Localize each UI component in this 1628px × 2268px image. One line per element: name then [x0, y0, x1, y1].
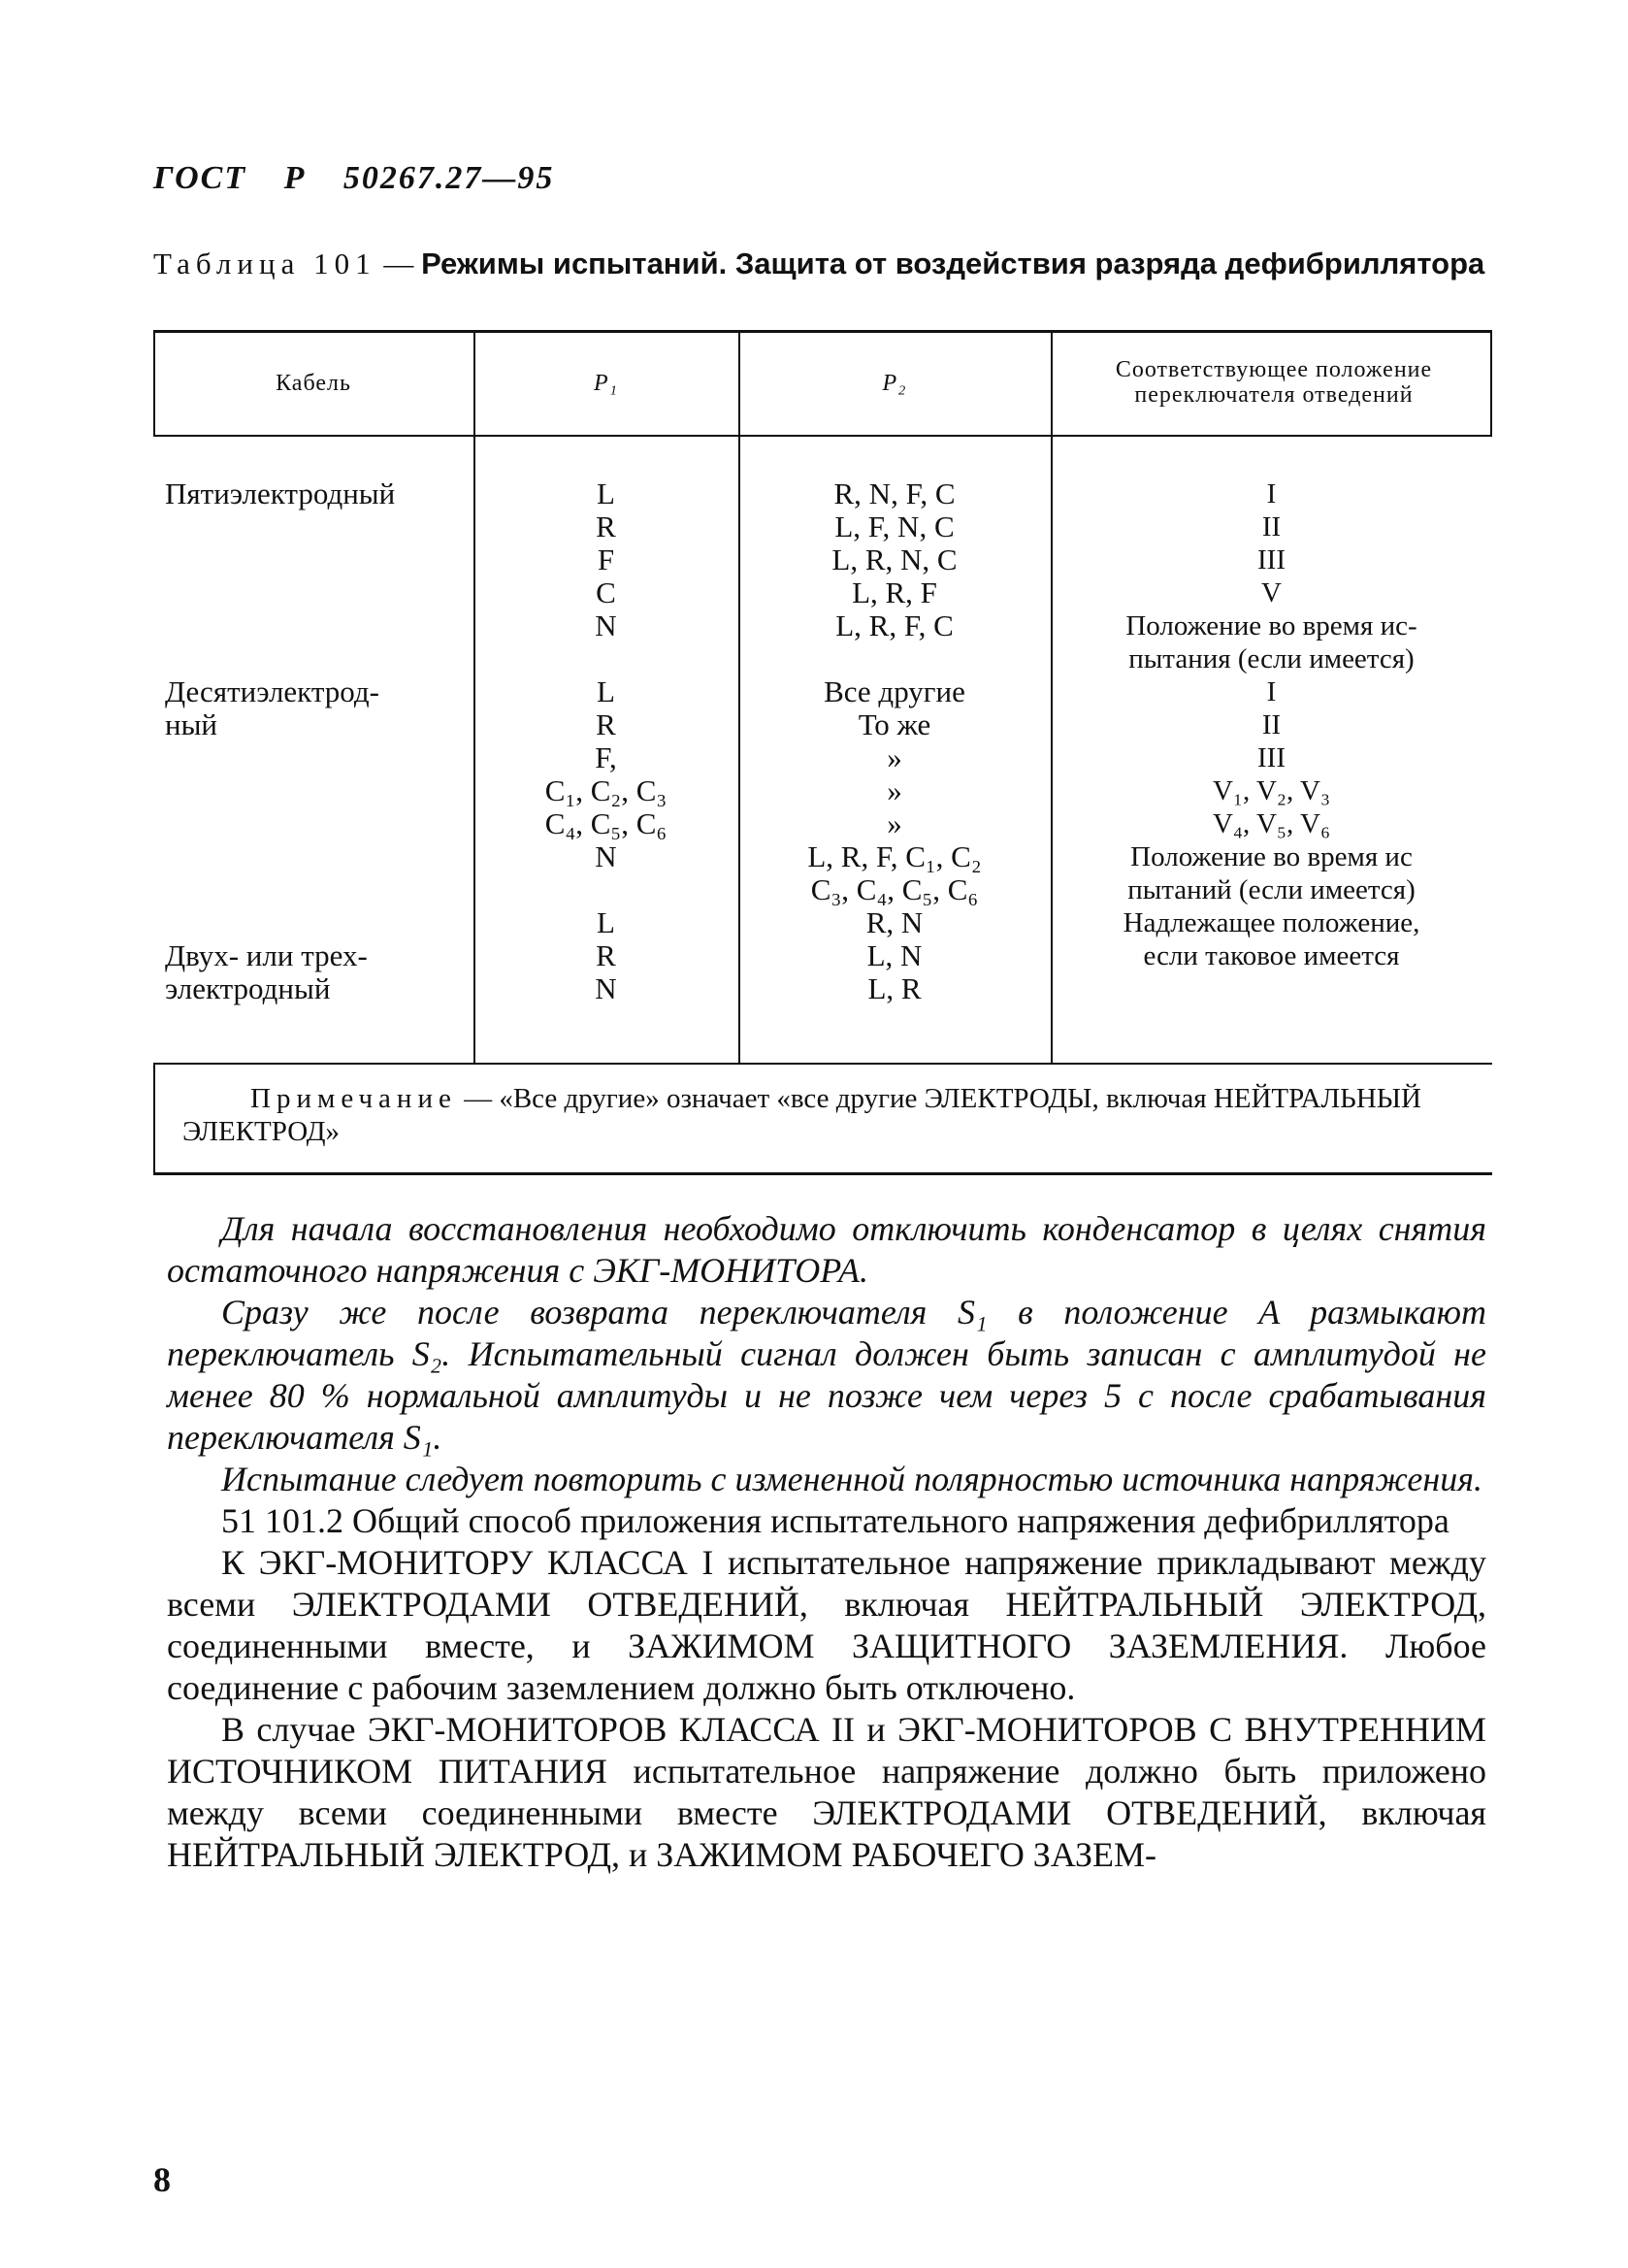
p1-cell: [473, 873, 738, 906]
table-note: [182, 1082, 1482, 1148]
table-title: Режимы испытаний. Защита от воздействия разряда дефибриллятора: [421, 247, 1485, 280]
p2-cell: L, R: [867, 971, 922, 1005]
p1-cell: L: [597, 674, 615, 708]
paragraph: Для начала восстановления необходимо отключить конденсатор в целях снятия остаточного напряжения с ЭКГ-МОНИТОРА.: [167, 1209, 1486, 1290]
p1-cell: R: [596, 707, 616, 741]
p2-cell: »: [887, 806, 902, 840]
p1-cell: L: [597, 477, 615, 510]
col-header-p1: P₁: [593, 371, 618, 396]
p2-cell: L, N: [866, 938, 923, 972]
paragraph: Испытание следует повторить с измененной полярностью источника напряжения.: [221, 1460, 1483, 1498]
paragraph: В случае ЭКГ-МОНИТОРОВ КЛАССА II и ЭКГ-МОНИТОРОВ С ВНУТРЕННИМ ИСТОЧНИКОМ ПИТАНИЯ испытательное напряжение должно быть приложено между всеми соединенными вместе ЭЛЕКТРОДАМИ ОТВЕДЕНИЙ, включая НЕЙТРАЛЬНЫЙ ЭЛЕКТРОД, и ЗАЖИМОМ РАБОЧЕГО ЗАЗЕМ-: [167, 1710, 1486, 1874]
table-label: Таблица 101: [153, 247, 376, 280]
cable-column: [165, 477, 473, 1005]
cable-cell: [165, 741, 473, 774]
p1-cell: C: [596, 575, 616, 609]
cable-cell: электродный: [165, 971, 331, 1005]
position-cell: I: [1266, 478, 1277, 509]
p1-cell: [473, 642, 738, 675]
col-header-position: Соответствующее положение переключателя отведений: [1115, 357, 1433, 408]
position-cell: Положение во время ис-: [1125, 610, 1417, 641]
p2-cell: »: [887, 740, 902, 774]
note-border-left: [153, 1063, 155, 1172]
p1-cell: F,: [595, 740, 617, 774]
cable-cell: Десятиэлектрод-: [165, 674, 379, 708]
cable-cell: [165, 807, 473, 840]
p1-cell: R: [596, 509, 616, 543]
position-column: [1051, 477, 1492, 1005]
p1-column: [473, 477, 738, 1005]
p2-cell: R, N: [865, 905, 924, 939]
section-heading: 51 101.2 Общий способ приложения испытательного напряжения дефибриллятора: [221, 1501, 1449, 1540]
p1-cell: N: [595, 608, 617, 642]
position-cell: II: [1261, 709, 1282, 740]
cable-cell: [165, 774, 473, 807]
note-label: Примечание: [250, 1083, 457, 1114]
cable-cell: [165, 576, 473, 609]
p1-cell: C₁, C₂, C₃: [544, 773, 667, 807]
p2-cell: L, F, N, C: [834, 509, 955, 543]
standard-number: 50267.27—95: [342, 160, 555, 196]
cable-cell: [165, 510, 473, 543]
position-cell: [1051, 972, 1492, 1005]
standard-label: ГОСТ: [153, 160, 247, 196]
position-cell: I: [1266, 676, 1277, 707]
table-caption: [153, 247, 1492, 280]
test-modes-table: [153, 330, 1492, 1174]
p2-cell: [738, 642, 1051, 675]
p1-cell: C₄, C₅, C₆: [544, 806, 667, 840]
p2-cell: Все другие: [824, 674, 965, 708]
page-number: 8: [153, 2160, 171, 2199]
p2-cell: L, R, N, C: [831, 542, 958, 576]
cable-cell: [165, 642, 473, 675]
p2-column: [738, 477, 1051, 1005]
p2-cell: C₃, C₄, C₅, C₆: [810, 872, 979, 906]
cable-cell: [165, 609, 473, 642]
cable-cell: ный: [165, 707, 218, 741]
position-cell: Надлежащее положение,: [1123, 907, 1420, 938]
note-text: — «Все другие» означает «все другие ЭЛЕКТРОДЫ, включая НЕЙТРАЛЬНЫЙ ЭЛЕКТРОД»: [182, 1083, 1421, 1147]
position-cell: если таковое имеется: [1143, 940, 1400, 971]
cable-cell: [165, 873, 473, 906]
p2-cell: То же: [858, 707, 931, 741]
cable-cell: Двух- или трех-: [165, 938, 368, 972]
table-border-right: [1490, 330, 1492, 435]
p1-cell: N: [595, 839, 617, 873]
document-header: [153, 160, 581, 197]
p2-cell: »: [887, 773, 902, 807]
cable-cell: [165, 543, 473, 576]
standard-series: Р: [283, 160, 307, 196]
position-cell: III: [1257, 544, 1286, 575]
p1-cell: F: [597, 542, 615, 576]
paragraph: Сразу же после возврата переключателя S₁ в положение A размыкают переключатель S₂. Испытательный сигнал должен быть записан с амплитудой не менее 80 % нормальной амплитуды и не позже чем через 5 с после срабатывания переключателя S₁.: [167, 1293, 1486, 1457]
position-cell: пытания (если имеется): [1128, 643, 1415, 674]
table-bottom-rule: [153, 1172, 1492, 1175]
cable-cell: [165, 906, 473, 939]
cable-cell: [165, 840, 473, 873]
p2-cell: L, R, F, C₁, C₂: [807, 839, 982, 873]
p2-cell: L, R, F: [852, 575, 937, 609]
note-rule: [153, 1063, 1492, 1065]
position-cell: пытаний (если имеется): [1127, 874, 1416, 905]
caption-dash: —: [375, 247, 422, 280]
position-cell: V: [1261, 577, 1282, 608]
p1-cell: N: [595, 971, 617, 1005]
position-cell: Положение во время ис: [1130, 841, 1413, 872]
position-cell: III: [1257, 742, 1286, 773]
table-top-rule: [153, 330, 1492, 333]
p2-cell: R, N, F, C: [833, 477, 956, 510]
cable-cell: Пятиэлектродный: [165, 477, 396, 510]
position-cell: V₁, V₂, V₃: [1212, 775, 1331, 806]
col-header-p2: P₂: [882, 371, 907, 396]
p1-cell: L: [597, 905, 615, 939]
p2-cell: L, R, F, C: [835, 608, 954, 642]
body-text: [167, 1208, 1486, 1876]
position-cell: V₄, V₅, V₆: [1212, 808, 1331, 839]
position-cell: II: [1261, 511, 1282, 542]
paragraph: К ЭКГ-МОНИТОРУ КЛАССА I испытательное напряжение прикладывают между всеми ЭЛЕКТРОДАМИ ОТВЕДЕНИЙ, включая НЕЙТРАЛЬНЫЙ ЭЛЕКТРОД, соединенными вместе, и ЗАЖИМОМ ЗАЩИТНОГО ЗАЗЕМЛЕНИЯ. Любое соединение с рабочим заземлением должно быть отключено.: [167, 1543, 1486, 1707]
col-header-cable: Кабель: [276, 371, 351, 396]
header-rule: [153, 435, 1492, 437]
p1-cell: R: [596, 938, 616, 972]
